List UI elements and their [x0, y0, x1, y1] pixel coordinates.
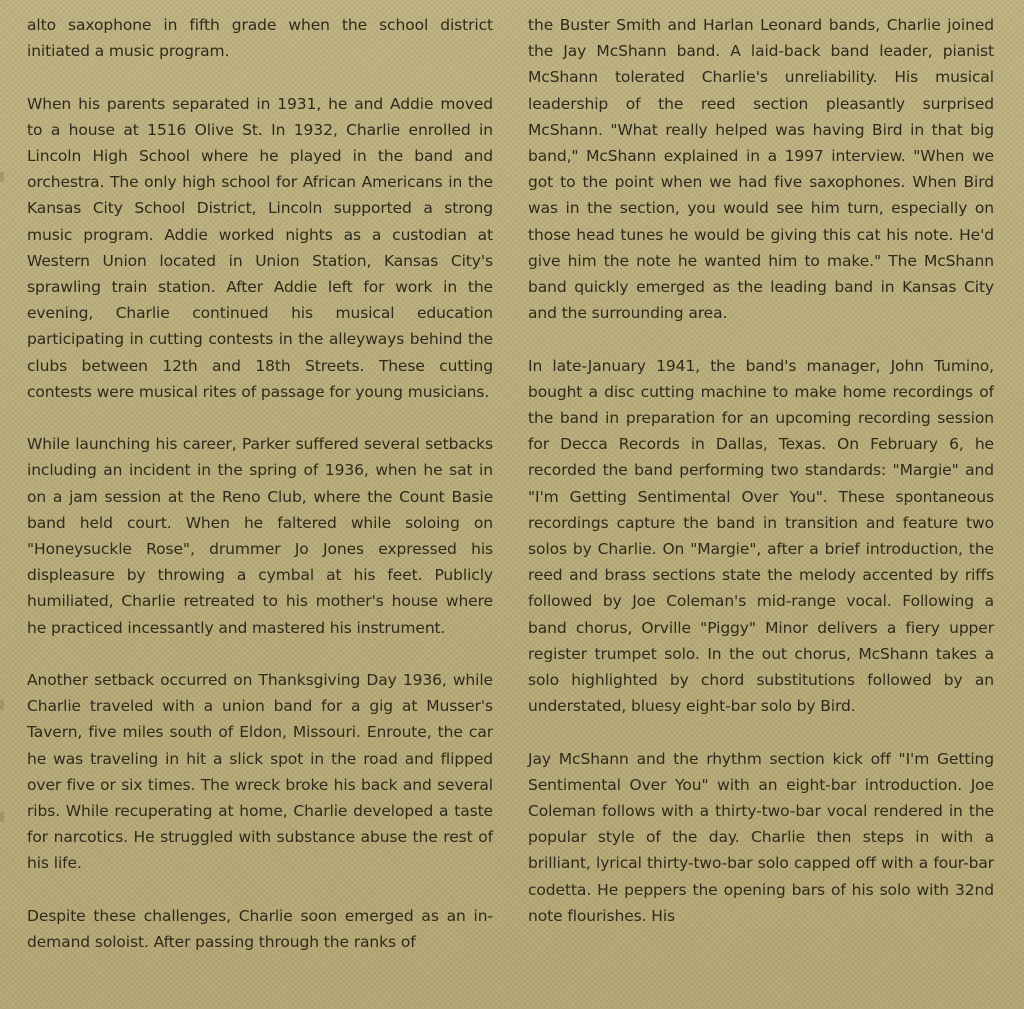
- paragraph: In late-January 1941, the band's manager, John Tumino, bought a disc cutting machine to make home recordings of the band in preparation for an upcoming recording session for Decca Records in Dallas, Texas. On February 6, he recorded the band performing two standards: "Margie" and "I'm Getting Sentimental Over You". These spontaneous recordings capture the band in transition and feature two solos by Charlie. On "Margie", after a brief introduction, the reed and brass sections state the melody accented by riffs followed by Joe Coleman's mid-range vocal. Following a band chorus, Orville "Piggy" Minor delivers a fiery upper register trumpet solo. In the out chorus, McShann takes a solo highlighted by chord substitutions followed by an understated, bluesy eight-bar solo by Bird.: [528, 356, 994, 716]
- binding-mark: [0, 172, 4, 182]
- binding-mark: [0, 812, 4, 822]
- paragraph: the Buster Smith and Harlan Leonard bands, Charlie joined the Jay McShann band. A laid-back band leader, pianist McShann tolerated Charlie's unreliability. His musical leadership of the reed section pleasantly surprised McShann. "What really helped was having Bird in that big band," McShann explained in a 1997 interview. "When we got to the point when we had five saxophones. When Bird was in the section, you would see him turn, especially on those head tunes he would be giving this cat his note. He'd give him the note he wanted him to make." The McShann band quickly emerged as the leading band in Kansas City and the surrounding area.: [528, 16, 994, 323]
- paragraph: Jay McShann and the rhythm section kick off "I'm Getting Sentimental Over You" with an eight-bar introduction. Joe Coleman follows with a thirty-two-bar vocal rendered in the popular style of the day. Charlie then steps in with a brilliant, lyrical thirty-two-bar solo capped off with a four-bar codetta. He peppers the opening bars of his solo with 32nd note flourishes. His: [528, 749, 994, 925]
- paragraph: When his parents separated in 1931, he and Addie moved to a house at 1516 Olive St. In 1932, Charlie enrolled in Lincoln High School where he played in the band and orchestra. The only high school for African Americans in the Kansas City School District, Lincoln supported a strong music program. Addie worked nights as a custodian at Western Union located in Union Station, Kansas City's sprawling train station. After Addie left for work in the evening, Charlie continued his musical education participating in cutting contests in the alleyways behind the clubs between 12th and 18th Streets. These cutting contests were musical rites of passage for young musicians.: [27, 94, 493, 401]
- paragraph: While launching his career, Parker suffered several setbacks including an incident in the spring of 1936, when he sat in on a jam session at the Reno Club, where the Count Basie band held court. When he faltered while soloing on "Honeysuckle Rose", drummer Jo Jones expressed his displeasure by throwing a cymbal at his feet. Publicly humiliated, Charlie retreated to his mother's house where he practiced incessantly and mastered his instrument.: [27, 435, 493, 637]
- paragraph: alto saxophone in fifth grade when the school district initiated a music program.: [27, 16, 493, 61]
- right-column: [528, 12, 994, 955]
- paragraph: Another setback occurred on Thanksgiving Day 1936, while Charlie traveled with a union band for a gig at Musser's Tavern, five miles south of Eldon, Missouri. Enroute, the car he was traveling in hit a slick spot in the road and flipped over five or six times. The wreck broke his back and several ribs. While recuperating at home, Charlie developed a taste for narcotics. He struggled with substance abuse the rest of his life.: [27, 671, 493, 873]
- left-column: [27, 12, 493, 981]
- binding-mark: [0, 700, 4, 710]
- paragraph: Despite these challenges, Charlie soon emerged as an in-demand soloist. After passing through the ranks of: [27, 906, 493, 952]
